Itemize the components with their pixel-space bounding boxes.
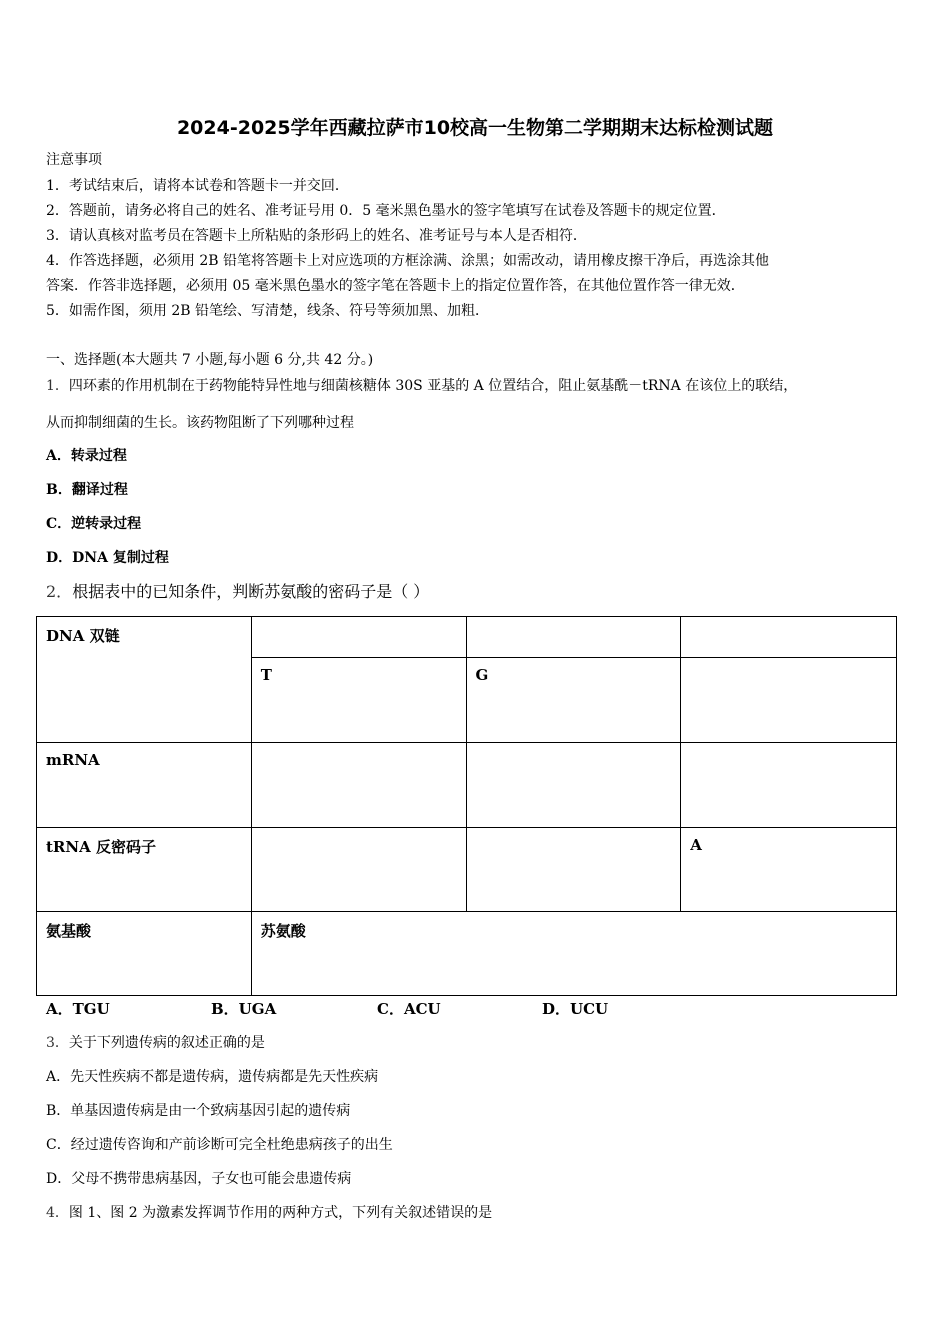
question-2-text: 根据表中的已知条件，判断苏氨酸的密码子是（ ）	[72, 582, 430, 601]
trna-cell	[466, 828, 681, 912]
notice-item-4-cont: 答案．作答非选择题，必须用 05 毫米黑色墨水的签字笔在答题卡上的指定位置作答，在其他位置作答一律无效．	[46, 278, 745, 294]
notice-item-4: 4．作答选择题，必须用 2B 铅笔将答题卡上对应选项的方框涂满、涂黑；如需改动，请用橡皮擦干净后，再选涂其他	[46, 253, 769, 269]
row-label-mrna: mRNA	[37, 743, 252, 828]
dna-upper-cell	[681, 617, 897, 658]
mrna-cell	[251, 743, 466, 828]
row-label-amino-acid: 氨基酸	[37, 912, 252, 996]
question-2-option-a: A．TGU	[46, 1000, 110, 1018]
question-3-text: 关于下列遗传病的叙述正确的是	[68, 1035, 265, 1051]
question-number: 1．	[46, 378, 69, 394]
notice-item-3: 3．请认真核对监考员在答题卡上所粘贴的条形码上的姓名、准考证号与本人是否相符．	[46, 228, 587, 244]
exam-title: 2024-2025学年西藏拉萨市10校高一生物第二学期期末达标检测试题	[176, 117, 774, 139]
row-label-trna: tRNA 反密码子	[37, 828, 252, 912]
amino-acid-cell: 苏氨酸	[251, 912, 896, 996]
question-1-option-b: B．翻译过程	[46, 482, 128, 498]
question-1-option-a: A．转录过程	[46, 448, 127, 464]
dna-upper-cell	[251, 617, 466, 658]
question-number: 2．	[46, 582, 73, 601]
question-3-stem-line	[46, 1033, 265, 1053]
question-number: 3．	[46, 1035, 69, 1051]
question-1-option-d: D．DNA 复制过程	[46, 550, 169, 566]
trna-cell: A	[681, 828, 897, 912]
question-3-option-d: D．父母不携带患病基因，子女也可能会患遗传病	[46, 1171, 352, 1187]
question-number: 4．	[46, 1205, 69, 1221]
question-4-text: 图 1、图 2 为激素发挥调节作用的两种方式，下列有关叙述错误的是	[68, 1205, 493, 1221]
row-label-dna: DNA 双链	[37, 617, 252, 743]
question-3-option-c: C．经过遗传咨询和产前诊断可完全杜绝患病孩子的出生	[46, 1137, 393, 1153]
question-2-stem-line	[46, 582, 429, 602]
dna-lower-cell: T	[251, 658, 466, 743]
question-2-option-b: B．UGA	[211, 1000, 277, 1018]
question-2-option-d: D．UCU	[542, 1000, 609, 1018]
notice-item-2: 2．答题前，请务必将自己的姓名、准考证号用 0．5 毫米黑色墨水的签字笔填写在试卷及答题卡的规定位置．	[46, 203, 726, 219]
dna-lower-cell	[681, 658, 897, 743]
notice-heading: 注意事项	[46, 152, 102, 168]
notice-item-5: 5．如需作图，须用 2B 铅笔绘、写清楚，线条、符号等须加黑、加粗．	[46, 303, 490, 319]
mrna-cell	[681, 743, 897, 828]
notice-item-1: 1．考试结束后，请将本试卷和答题卡一并交回．	[46, 178, 349, 194]
codon-table	[36, 616, 897, 996]
question-1-option-c: C．逆转录过程	[46, 516, 142, 532]
question-1-text: 四环素的作用机制在于药物能特异性地与细菌核糖体 30S 亚基的 A 位置结合，阻止氨基酰－tRNA 在该位上的联结，	[68, 378, 798, 394]
mrna-cell	[466, 743, 681, 828]
dna-upper-cell	[466, 617, 681, 658]
question-4-stem-line	[46, 1203, 492, 1223]
question-3-option-a: A．先天性疾病不都是遗传病，遗传病都是先天性疾病	[46, 1069, 379, 1085]
question-1-line1	[46, 376, 797, 396]
dna-lower-cell: G	[466, 658, 681, 743]
question-1-line2: 从而抑制细菌的生长。该药物阻断了下列哪种过程	[46, 415, 354, 431]
question-2-option-c: C．ACU	[377, 1000, 441, 1018]
trna-cell	[251, 828, 466, 912]
question-3-option-b: B．单基因遗传病是由一个致病基因引起的遗传病	[46, 1103, 351, 1119]
section-heading: 一、选择题(本大题共 7 小题,每小题 6 分,共 42 分。)	[46, 352, 374, 368]
